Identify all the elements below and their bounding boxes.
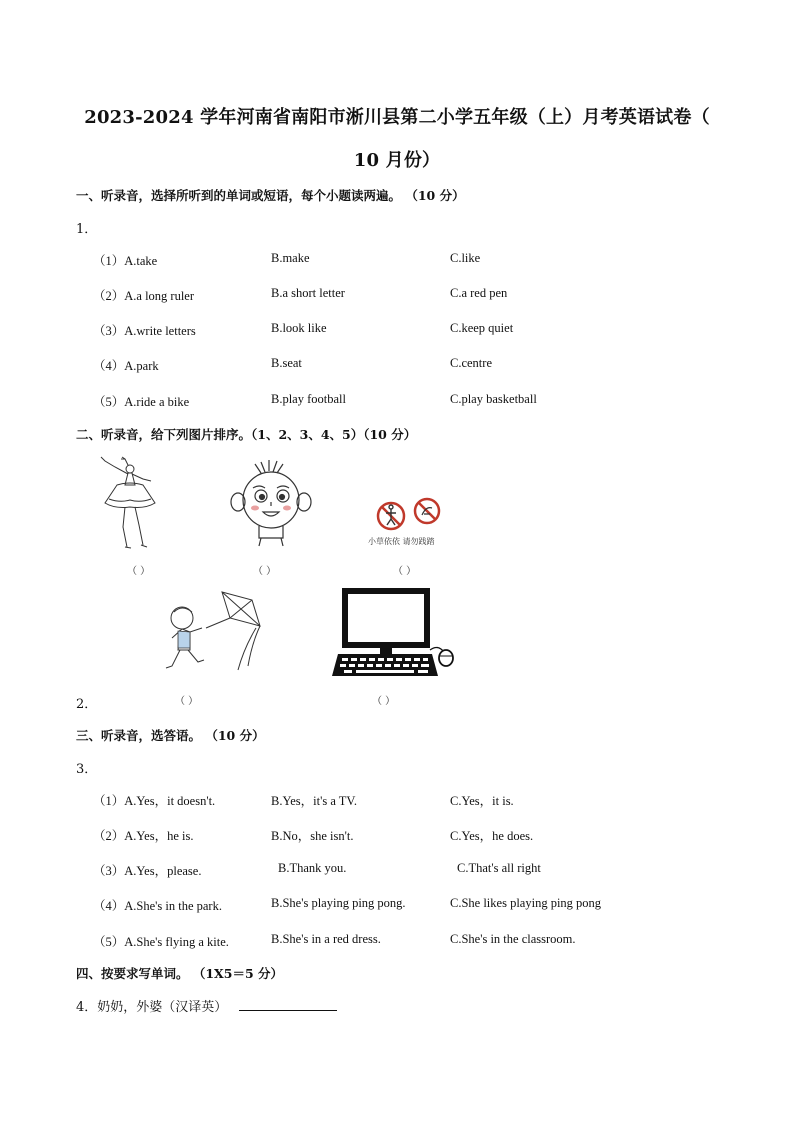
q1-2-option-c: C.a red pen — [450, 286, 508, 300]
q1-5-option-a: （5）A.ride a bike — [93, 395, 190, 409]
sign-caption: 小草依依 请勿践踏 — [368, 537, 435, 546]
q3-2-option-a: （2）A.Yes，he is. — [93, 829, 194, 843]
q1-2-option-a: （2）A.a long ruler — [93, 289, 195, 303]
question-3-number: 3． — [76, 762, 98, 777]
answer-blank[interactable] — [239, 998, 337, 1011]
page-title: 2023-2024 学年河南省南阳市淅川县第二小学五年级（上）月考英语试卷（ — [84, 107, 710, 128]
q3-2-option-c: C.Yes，he does. — [450, 829, 534, 843]
q3-1-option-a: （1）A.Yes，it doesn't. — [93, 794, 216, 808]
q3-4-option-b: B.She's playing ping pong. — [271, 896, 406, 910]
question-1-number: 1． — [76, 222, 98, 237]
question-4-prompt: 4．奶奶，外婆（汉译英） — [76, 1000, 228, 1015]
q3-5-option-b: B.She's in a red dress. — [271, 932, 381, 946]
q1-1-option-c: C.like — [450, 251, 481, 265]
answer-paren-2: （ ） — [253, 566, 277, 577]
q3-5-option-c: C.She's in the classroom. — [450, 932, 576, 946]
q1-4-option-b: B.seat — [271, 356, 302, 370]
section-2-heading: 二、听录音，给下列图片排序。（1、2、3、4、5）（10 分） — [76, 427, 417, 442]
q1-3-option-a: （3）A.write letters — [93, 324, 196, 338]
q1-4-option-a: （4）A.park — [93, 359, 159, 373]
section-3-heading: 三、听录音，选答语。 （10 分） — [76, 728, 265, 743]
section-4-heading: 四、按要求写单词。 （1X5＝5 分） — [76, 966, 283, 981]
question-2-number: 2． — [76, 697, 98, 712]
ballerina-picture — [95, 455, 165, 550]
no-trampling-sign-picture — [364, 492, 456, 550]
q3-3-option-a: （3）A.Yes，please. — [93, 864, 202, 878]
q3-4-option-c: C.She likes playing ping pong — [450, 896, 602, 910]
q3-4-option-a: （4）A.She's in the park. — [93, 899, 222, 913]
page-title-continued: 10 月份） — [353, 150, 441, 171]
q3-5-option-a: （5）A.She's flying a kite. — [93, 935, 229, 949]
q3-2-option-b: B.No，she isn't. — [271, 829, 354, 843]
q1-2-option-b: B.a short letter — [271, 286, 345, 300]
answer-paren-3: （ ） — [393, 566, 417, 577]
q1-1-option-a: （1）A.take — [93, 254, 158, 268]
q1-3-option-b: B.look like — [271, 321, 327, 335]
section-1-heading: 一、听录音，选择所听到的单词或短语，每个小题读两遍。 （10 分） — [76, 188, 465, 203]
q1-1-option-b: B.make — [271, 251, 310, 265]
q3-1-option-b: B.Yes，it's a TV. — [271, 794, 357, 808]
q1-5-option-c: C.play basketball — [450, 392, 537, 406]
q3-1-option-c: C.Yes，it is. — [450, 794, 514, 808]
q1-4-option-c: C.centre — [450, 356, 492, 370]
question-4 — [76, 996, 337, 1015]
computer-picture — [330, 586, 456, 680]
boy-flying-kite-picture — [160, 588, 270, 680]
q1-5-option-b: B.play football — [271, 392, 346, 406]
q3-3-option-c: C.That's all right — [457, 861, 541, 875]
q1-3-option-c: C.keep quiet — [450, 321, 514, 335]
answer-paren-5: （ ） — [372, 696, 396, 707]
q3-3-option-b: B.Thank you. — [278, 861, 347, 875]
cartoon-boy-picture — [225, 458, 317, 550]
answer-paren-1: （ ） — [127, 566, 151, 577]
answer-paren-4: （ ） — [175, 696, 199, 707]
